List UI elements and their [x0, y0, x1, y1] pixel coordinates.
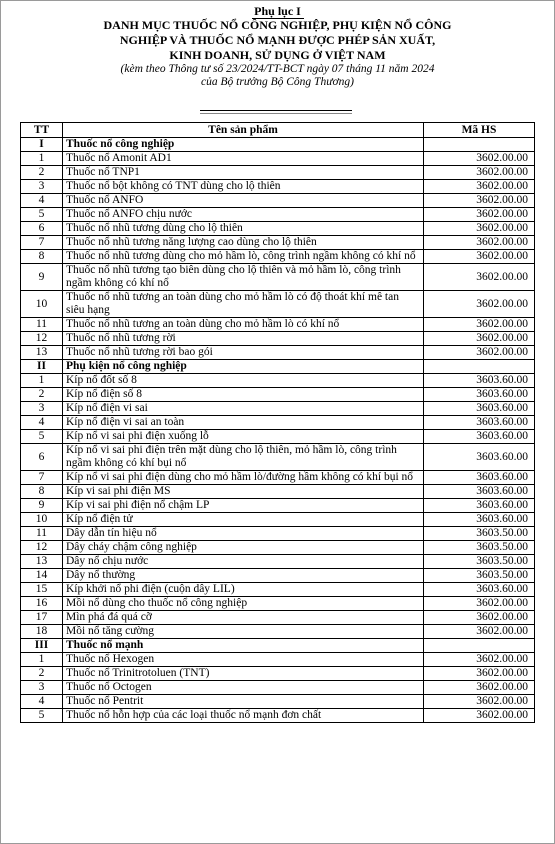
cell-name: Thuốc nổ Octogen	[63, 681, 424, 695]
section-row	[21, 639, 535, 653]
appendix-label: Phụ lục I	[254, 4, 301, 18]
cell-hs: 3603.60.00	[424, 485, 535, 499]
cell-name: Kíp nổ điện vi sai	[63, 402, 424, 416]
cell-hs: 3602.00.00	[424, 695, 535, 709]
table-row	[21, 402, 535, 416]
cell-tt: 5	[21, 430, 63, 444]
table-row	[21, 485, 535, 499]
table-row	[21, 709, 535, 723]
product-table	[20, 122, 535, 723]
cell-tt: 11	[21, 527, 63, 541]
cell-name: Thuốc nổ ANFO	[63, 194, 424, 208]
cell-tt: 5	[21, 709, 63, 723]
cell-hs: 3602.00.00	[424, 264, 535, 291]
cell-hs: 3602.00.00	[424, 332, 535, 346]
cell-name: Thuốc nổ nhũ tương rời bao gói	[63, 346, 424, 360]
cell-name: Mồi nổ tăng cường	[63, 625, 424, 639]
cell-tt: 1	[21, 653, 63, 667]
cell-hs: 3602.00.00	[424, 222, 535, 236]
cell-hs: 3602.00.00	[424, 611, 535, 625]
cell-tt: 10	[21, 291, 63, 318]
cell-hs: 3602.00.00	[424, 208, 535, 222]
cell-hs: 3602.00.00	[424, 709, 535, 723]
table-row	[21, 416, 535, 430]
cell-name: Thuốc nổ nhũ tương dùng cho mỏ hầm lò, công trình ngầm không có khí nổ	[63, 250, 424, 264]
table-row	[21, 597, 535, 611]
cell-tt: 9	[21, 499, 63, 513]
cell-hs: 3602.00.00	[424, 681, 535, 695]
cell-name: Thuốc nổ bột không có TNT dùng cho lộ thiên	[63, 180, 424, 194]
cell-name: Kíp vi sai phi điện nổ chậm LP	[63, 499, 424, 513]
cell-tt: 16	[21, 597, 63, 611]
title-line-2: NGHIỆP VÀ THUỐC NỔ MẠNH ĐƯỢC PHÉP SẢN XUẤT,	[119, 33, 436, 47]
cell-tt: 3	[21, 402, 63, 416]
column-header-name: Tên sản phẩm	[63, 123, 424, 138]
table-row	[21, 236, 535, 250]
cell-tt: 17	[21, 611, 63, 625]
table-row	[21, 250, 535, 264]
cell-tt: 3	[21, 180, 63, 194]
cell-name: Kíp nổ điện vi sai an toàn	[63, 416, 424, 430]
cell-name: Thuốc nổ Pentrit	[63, 695, 424, 709]
table-row	[21, 291, 535, 318]
cell-name: Thuốc nổ Trinitrotoluen (TNT)	[63, 667, 424, 681]
cell-name: Dây cháy chậm công nghiệp	[63, 541, 424, 555]
cell-name: Kíp khởi nổ phi điện (cuộn dây LIL)	[63, 583, 424, 597]
cell-tt: 2	[21, 667, 63, 681]
cell-hs: 3603.50.00	[424, 527, 535, 541]
cell-tt: 11	[21, 318, 63, 332]
cell-hs: 3602.00.00	[424, 166, 535, 180]
cell-hs: 3603.60.00	[424, 513, 535, 527]
cell-hs: 3602.00.00	[424, 346, 535, 360]
table-row	[21, 653, 535, 667]
cell-name: Thuốc nổ nhũ tương tạo biên dùng cho lộ thiên và mỏ hầm lò, công trình ngầm không có khí nổ	[63, 264, 424, 291]
cell-name: Kíp nổ điện số 8	[63, 388, 424, 402]
table-row	[21, 541, 535, 555]
cell-tt: 3	[21, 681, 63, 695]
cell-tt: 14	[21, 569, 63, 583]
cell-tt: 2	[21, 166, 63, 180]
table-row	[21, 374, 535, 388]
table-row	[21, 583, 535, 597]
cell-tt: 9	[21, 264, 63, 291]
cell-tt: 7	[21, 236, 63, 250]
cell-hs: 3602.00.00	[424, 318, 535, 332]
table-row	[21, 222, 535, 236]
cell-name: Kíp nổ đốt số 8	[63, 374, 424, 388]
cell-name: Thuốc nổ nhũ tương an toàn dùng cho mỏ hầm lò có độ thoát khí mê tan siêu hạng	[63, 291, 424, 318]
cell-hs: 3603.60.00	[424, 499, 535, 513]
cell-hs: 3602.00.00	[424, 236, 535, 250]
cell-name: Kíp vi sai phi điện MS	[63, 485, 424, 499]
cell-hs	[424, 639, 535, 653]
cell-tt: 7	[21, 471, 63, 485]
subtitle-line-1: (kèm theo Thông tư số 23/2024/TT-BCT ngày 07 tháng 11 năm 2024	[120, 63, 435, 75]
appendix-underline	[252, 18, 304, 19]
table-row	[21, 332, 535, 346]
table-row	[21, 499, 535, 513]
cell-name: Kíp nổ điện tử	[63, 513, 424, 527]
cell-tt: 4	[21, 416, 63, 430]
table-row	[21, 208, 535, 222]
cell-hs: 3602.00.00	[424, 653, 535, 667]
cell-name: Mìn phá đá quá cỡ	[63, 611, 424, 625]
separator-line-2	[200, 113, 352, 114]
cell-name: Thuốc nổ công nghiệp	[63, 138, 424, 152]
cell-name: Kíp nổ vi sai phi điện dùng cho mỏ hầm lò/đường hầm không có khí bụi nổ	[63, 471, 424, 485]
separator-line	[200, 110, 352, 111]
cell-hs: 3603.60.00	[424, 444, 535, 471]
cell-tt: 1	[21, 374, 63, 388]
table-row	[21, 471, 535, 485]
table-row	[21, 318, 535, 332]
section-row	[21, 360, 535, 374]
cell-hs: 3603.50.00	[424, 541, 535, 555]
cell-hs: 3602.00.00	[424, 667, 535, 681]
cell-tt: 5	[21, 208, 63, 222]
cell-name: Phụ kiện nổ công nghiệp	[63, 360, 424, 374]
cell-hs: 3603.60.00	[424, 583, 535, 597]
cell-hs: 3602.00.00	[424, 152, 535, 166]
cell-tt: 10	[21, 513, 63, 527]
cell-tt: II	[21, 360, 63, 374]
table-row	[21, 555, 535, 569]
cell-name: Thuốc nổ hỗn hợp của các loại thuốc nổ mạnh đơn chất	[63, 709, 424, 723]
document-header	[0, 4, 555, 89]
title-line-1: DANH MỤC THUỐC NỔ CÔNG NGHIỆP, PHỤ KIỆN NỔ CÔNG	[103, 18, 452, 32]
cell-name: Thuốc nổ Hexogen	[63, 653, 424, 667]
cell-name: Mồi nổ dùng cho thuốc nổ công nghiệp	[63, 597, 424, 611]
subtitle-line-2: của Bộ trưởng Bộ Công Thương)	[201, 76, 354, 88]
cell-hs: 3602.00.00	[424, 180, 535, 194]
cell-hs	[424, 360, 535, 374]
cell-hs: 3603.60.00	[424, 416, 535, 430]
cell-tt: 8	[21, 485, 63, 499]
cell-hs: 3603.60.00	[424, 430, 535, 444]
cell-hs: 3602.00.00	[424, 194, 535, 208]
table-row	[21, 166, 535, 180]
cell-hs: 3603.60.00	[424, 402, 535, 416]
cell-tt: 13	[21, 346, 63, 360]
table-row	[21, 152, 535, 166]
cell-name: Thuốc nổ Amonit AD1	[63, 152, 424, 166]
cell-tt: 6	[21, 222, 63, 236]
cell-hs: 3603.50.00	[424, 569, 535, 583]
cell-tt: 18	[21, 625, 63, 639]
table-row	[21, 611, 535, 625]
cell-tt: III	[21, 639, 63, 653]
cell-tt: 12	[21, 541, 63, 555]
cell-name: Dây nổ chịu nước	[63, 555, 424, 569]
cell-name: Thuốc nổ mạnh	[63, 639, 424, 653]
table-row	[21, 264, 535, 291]
table-row	[21, 667, 535, 681]
table-row	[21, 695, 535, 709]
cell-name: Thuốc nổ nhũ tương rời	[63, 332, 424, 346]
column-header-tt: TT	[21, 123, 63, 138]
cell-tt: 4	[21, 194, 63, 208]
cell-tt: 15	[21, 583, 63, 597]
cell-hs: 3602.00.00	[424, 597, 535, 611]
section-row	[21, 138, 535, 152]
table-row	[21, 180, 535, 194]
cell-name: Thuốc nổ nhũ tương an toàn dùng cho mỏ hầm lò có khí nổ	[63, 318, 424, 332]
cell-hs: 3603.60.00	[424, 471, 535, 485]
table-row	[21, 430, 535, 444]
cell-name: Kíp nổ vi sai phi điện trên mặt dùng cho lộ thiên, mỏ hầm lò, công trình ngầm không có khí bụi nổ	[63, 444, 424, 471]
table-row	[21, 625, 535, 639]
table-row	[21, 444, 535, 471]
table-row	[21, 527, 535, 541]
table-row	[21, 194, 535, 208]
cell-name: Thuốc nổ TNP1	[63, 166, 424, 180]
cell-tt: 6	[21, 444, 63, 471]
table-row	[21, 569, 535, 583]
title-line-3: KINH DOANH, SỬ DỤNG Ở VIỆT NAM	[169, 48, 386, 62]
cell-name: Dây dẫn tín hiệu nổ	[63, 527, 424, 541]
cell-hs: 3602.00.00	[424, 250, 535, 264]
cell-hs: 3603.60.00	[424, 388, 535, 402]
cell-name: Thuốc nổ nhũ tương năng lượng cao dùng cho lộ thiên	[63, 236, 424, 250]
cell-name: Thuốc nổ nhũ tương dùng cho lộ thiên	[63, 222, 424, 236]
table-body	[21, 138, 535, 723]
table-row	[21, 513, 535, 527]
cell-tt: 4	[21, 695, 63, 709]
table-row	[21, 681, 535, 695]
cell-hs: 3602.00.00	[424, 291, 535, 318]
cell-name: Dây nổ thường	[63, 569, 424, 583]
cell-hs: 3603.60.00	[424, 374, 535, 388]
column-header-hs: Mã HS	[424, 123, 535, 138]
cell-tt: 2	[21, 388, 63, 402]
cell-tt: 13	[21, 555, 63, 569]
table-row	[21, 388, 535, 402]
cell-hs: 3602.00.00	[424, 625, 535, 639]
table-header-row	[21, 123, 535, 138]
cell-hs: 3603.50.00	[424, 555, 535, 569]
cell-tt: 8	[21, 250, 63, 264]
cell-hs	[424, 138, 535, 152]
cell-name: Kíp nổ vi sai phi điện xuống lỗ	[63, 430, 424, 444]
cell-tt: 12	[21, 332, 63, 346]
table-row	[21, 346, 535, 360]
cell-tt: I	[21, 138, 63, 152]
cell-name: Thuốc nổ ANFO chịu nước	[63, 208, 424, 222]
cell-tt: 1	[21, 152, 63, 166]
